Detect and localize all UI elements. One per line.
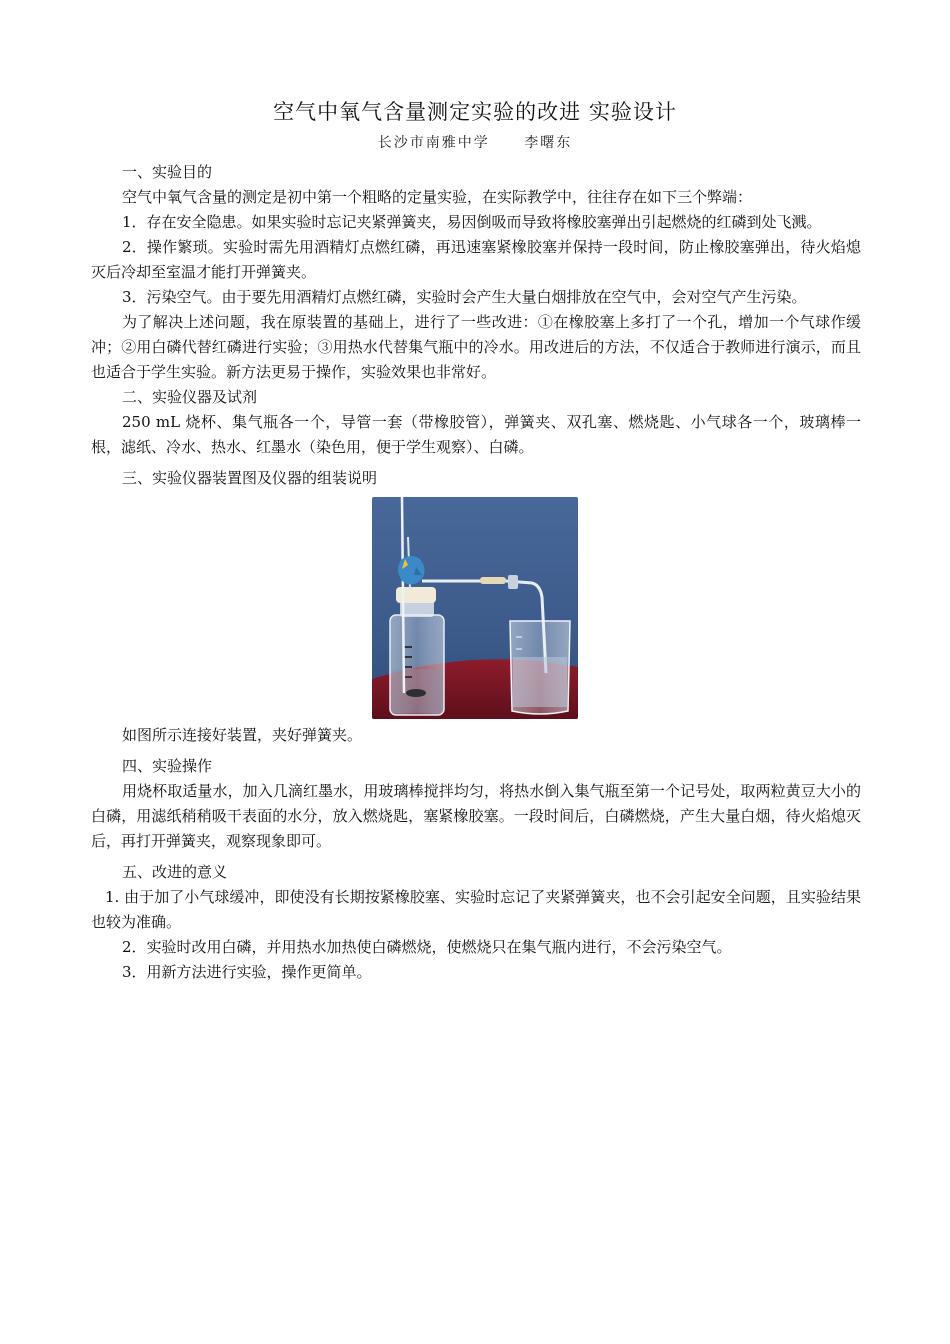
document-body bbox=[91, 160, 861, 985]
rubber-tube bbox=[480, 577, 506, 584]
apparatus-photo bbox=[372, 497, 578, 719]
section-heading: 三、实验仪器装置图及仪器的组装说明 bbox=[122, 469, 378, 487]
section-heading: 五、改进的意义 bbox=[122, 863, 228, 881]
list-item: 1. 由于加了小气球缓冲，即使没有长期按紧橡胶塞、实验时忘记了夹紧弹簧夹，也不会引起安全问题，且实验结果也较为准确。 bbox=[91, 888, 861, 931]
page-title: 空气中氧气含量测定实验的改进 实验设计 bbox=[273, 100, 677, 124]
author-school: 长沙市南雅中学 bbox=[377, 135, 490, 151]
paragraph: 250 mL 烧杯、集气瓶各一个，导管一套（带橡胶管），弹簧夹、双孔塞、燃烧匙、小气球各一个，玻璃棒一根，滤纸、冷水、热水、红墨水（染色用，便于学生观察）、白磷。 bbox=[91, 413, 861, 456]
author-name: 李曙东 bbox=[524, 135, 573, 151]
author-line bbox=[0, 132, 950, 152]
list-item: 2．操作繁琐。实验时需先用酒精灯点燃红磷，再迅速塞紧橡胶塞并保持一段时间，防止橡胶塞弹出，待火焰熄灭后冷却至室温才能打开弹簧夹。 bbox=[91, 238, 861, 281]
list-item: 1．存在安全隐患。如果实验时忘记夹紧弹簧夹，易因倒吸而导致将橡胶塞弹出引起燃烧的红磷到处飞溅。 bbox=[122, 213, 822, 231]
list-item: 2．实验时改用白磷，并用热水加热使白磷燃烧，使燃烧只在集气瓶内进行，不会污染空气。 bbox=[122, 938, 732, 956]
paragraph: 为了解决上述问题，我在原装置的基础上，进行了一些改进：①在橡胶塞上多打了一个孔，增加一个气球作缓冲；②用白磷代替红磷进行实验；③用热水代替集气瓶中的冷水。用改进后的方法，不仅适合于教师进行演示，而且也适合于学生实验。新方法更易于操作，实验效果也非常好。 bbox=[91, 313, 861, 381]
section-heading: 一、实验目的 bbox=[122, 163, 213, 181]
list-item: 3．用新方法进行实验，操作更简单。 bbox=[122, 963, 372, 981]
paragraph: 用烧杯取适量水，加入几滴红墨水，用玻璃棒搅拌均匀，将热水倒入集气瓶至第一个记号处，取两粒黄豆大小的白磷，用滤纸稍稍吸干表面的水分，放入燃烧匙，塞紧橡胶塞。一段时间后，白磷燃烧，产生大量白烟，待火焰熄灭后，再打开弹簧夹，观察现象即可。 bbox=[91, 782, 861, 850]
beaker bbox=[510, 621, 570, 714]
gas-bottle bbox=[390, 599, 444, 715]
paragraph: 空气中氧气含量的测定是初中第一个粗略的定量实验，在实际教学中，往往存在如下三个弊端： bbox=[122, 188, 753, 206]
section-heading: 二、实验仪器及试剂 bbox=[122, 388, 258, 406]
figure-caption: 如图所示连接好装置，夹好弹簧夹。 bbox=[122, 726, 363, 744]
section-heading: 四、实验操作 bbox=[122, 757, 213, 775]
apparatus-illustration bbox=[372, 497, 578, 719]
list-item: 3．污染空气。由于要先用酒精灯点燃红磷，实验时会产生大量白烟排放在空气中，会对空气产生污染。 bbox=[122, 288, 807, 306]
balloon bbox=[398, 556, 425, 585]
spring-clip bbox=[508, 575, 518, 589]
